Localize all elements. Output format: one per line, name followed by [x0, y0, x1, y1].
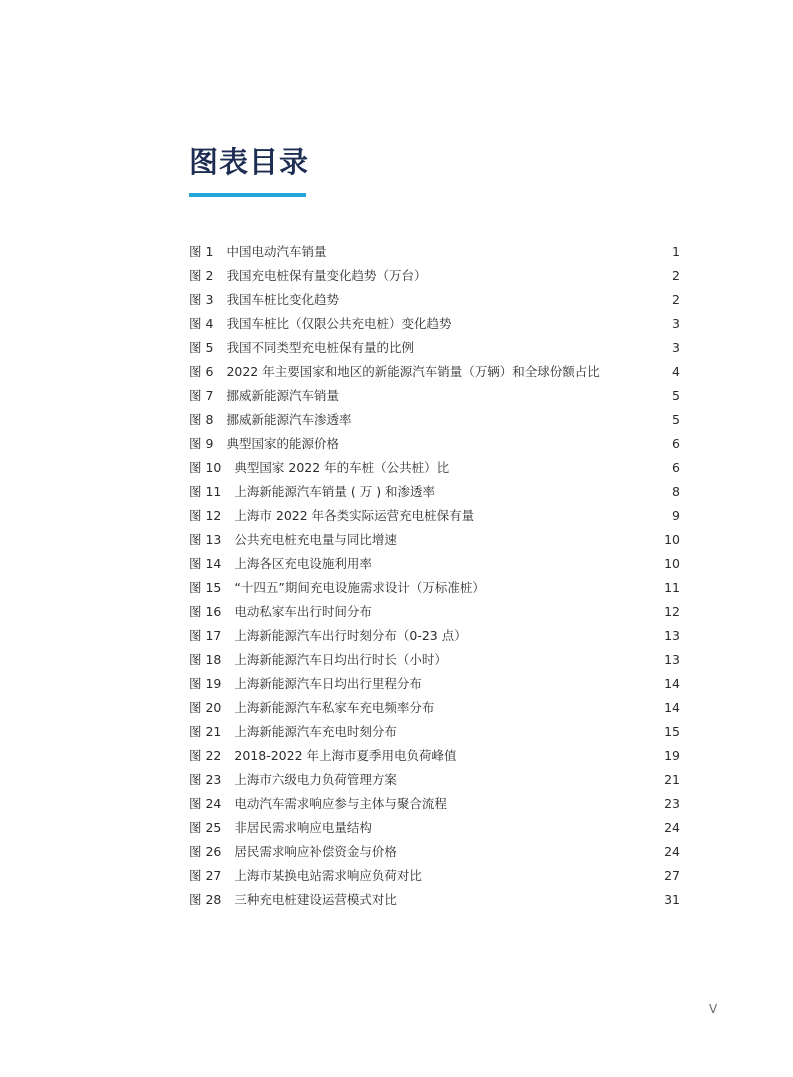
figure-caption: 我国充电桩保有量变化趋势（万台） — [226, 268, 427, 283]
figure-caption: 上海市六级电力负荷管理方案 — [234, 772, 397, 787]
figure-page-number: 3 — [672, 340, 680, 355]
figure-number: 图 3 — [189, 292, 214, 307]
figure-number: 图 26 — [189, 844, 222, 859]
figure-caption: 上海新能源汽车日均出行里程分布 — [234, 676, 422, 691]
figure-number: 图 4 — [189, 316, 214, 331]
toc-entry[interactable] — [189, 288, 680, 312]
figure-caption: 上海市某换电站需求响应负荷对比 — [234, 868, 422, 883]
figure-caption: 我国车桩比（仅限公共充电桩）变化趋势 — [226, 316, 452, 331]
figure-list — [189, 240, 680, 912]
page-title: 图表目录 — [189, 145, 310, 179]
figure-caption: 2022 年主要国家和地区的新能源汽车销量（万辆）和全球份额占比 — [226, 364, 600, 379]
figure-page-number: 11 — [664, 580, 680, 595]
figure-page-number: 12 — [664, 604, 680, 619]
toc-entry[interactable] — [189, 840, 680, 864]
figure-number: 图 8 — [189, 412, 214, 427]
toc-entry[interactable] — [189, 408, 680, 432]
figure-caption: 上海新能源汽车日均出行时长（小时） — [234, 652, 447, 667]
figure-caption: 典型国家的能源价格 — [226, 436, 339, 451]
figure-caption: 典型国家 2022 年的车桩（公共桩）比 — [234, 460, 450, 475]
figure-number: 图 11 — [189, 484, 222, 499]
figure-number: 图 25 — [189, 820, 222, 835]
toc-entry[interactable] — [189, 576, 680, 600]
figure-caption: 中国电动汽车销量 — [226, 244, 327, 259]
figure-number: 图 18 — [189, 652, 222, 667]
figure-page-number: 8 — [672, 484, 680, 499]
toc-entry[interactable] — [189, 768, 680, 792]
figure-page-number: 10 — [664, 556, 680, 571]
figure-number: 图 16 — [189, 604, 222, 619]
figure-caption: 三种充电桩建设运营模式对比 — [234, 892, 397, 907]
figure-number: 图 10 — [189, 460, 222, 475]
figure-number: 图 7 — [189, 388, 214, 403]
toc-entry[interactable] — [189, 672, 680, 696]
figure-number: 图 20 — [189, 700, 222, 715]
figure-number: 图 1 — [189, 244, 214, 259]
figure-page-number: 5 — [672, 388, 680, 403]
figure-caption: 公共充电桩充电量与同比增速 — [234, 532, 397, 547]
figure-number: 图 27 — [189, 868, 222, 883]
toc-entry[interactable] — [189, 696, 680, 720]
figure-page-number: 21 — [664, 772, 680, 787]
figure-page-number: 6 — [672, 460, 680, 475]
figure-number: 图 2 — [189, 268, 214, 283]
figure-page-number: 15 — [664, 724, 680, 739]
figure-caption: 我国不同类型充电桩保有量的比例 — [226, 340, 414, 355]
figure-caption: 居民需求响应补偿资金与价格 — [234, 844, 397, 859]
figure-number: 图 15 — [189, 580, 222, 595]
toc-entry[interactable] — [189, 240, 680, 264]
figure-page-number: 5 — [672, 412, 680, 427]
figure-page-number: 6 — [672, 436, 680, 451]
figure-number: 图 19 — [189, 676, 222, 691]
toc-entry[interactable] — [189, 456, 680, 480]
toc-entry[interactable] — [189, 816, 680, 840]
figure-page-number: 14 — [664, 676, 680, 691]
figure-page-number: 2 — [672, 268, 680, 283]
figure-page-number: 27 — [664, 868, 680, 883]
toc-entry[interactable] — [189, 264, 680, 288]
figure-caption: 2018-2022 年上海市夏季用电负荷峰值 — [234, 748, 457, 763]
toc-entry[interactable] — [189, 864, 680, 888]
figure-page-number: 3 — [672, 316, 680, 331]
figure-page-number: 19 — [664, 748, 680, 763]
toc-entry[interactable] — [189, 384, 680, 408]
figure-page-number: 13 — [664, 628, 680, 643]
figure-caption: 电动私家车出行时间分布 — [234, 604, 372, 619]
toc-entry[interactable] — [189, 624, 680, 648]
figure-page-number: 24 — [664, 820, 680, 835]
figure-number: 图 28 — [189, 892, 222, 907]
figure-caption: 挪威新能源汽车渗透率 — [226, 412, 352, 427]
toc-entry[interactable] — [189, 744, 680, 768]
toc-entry[interactable] — [189, 336, 680, 360]
figure-number: 图 12 — [189, 508, 222, 523]
toc-entry[interactable] — [189, 528, 680, 552]
figure-number: 图 9 — [189, 436, 214, 451]
toc-entry[interactable] — [189, 480, 680, 504]
figure-number: 图 23 — [189, 772, 222, 787]
figure-number: 图 13 — [189, 532, 222, 547]
page-number: V — [709, 1002, 718, 1016]
figure-caption: 非居民需求响应电量结构 — [234, 820, 372, 835]
figure-number: 图 14 — [189, 556, 222, 571]
figure-caption: “十四五”期间充电设施需求设计（万标准桩） — [234, 580, 485, 595]
figure-number: 图 24 — [189, 796, 222, 811]
toc-entry[interactable] — [189, 360, 680, 384]
toc-entry[interactable] — [189, 600, 680, 624]
figure-page-number: 2 — [672, 292, 680, 307]
figure-number: 图 17 — [189, 628, 222, 643]
title-underline — [189, 193, 306, 197]
figure-page-number: 10 — [664, 532, 680, 547]
figure-number: 图 21 — [189, 724, 222, 739]
figure-page-number: 23 — [664, 796, 680, 811]
figure-page-number: 24 — [664, 844, 680, 859]
figure-caption: 上海新能源汽车私家车充电频率分布 — [234, 700, 435, 715]
figure-caption: 上海新能源汽车充电时刻分布 — [234, 724, 397, 739]
figure-page-number: 14 — [664, 700, 680, 715]
figure-number: 图 6 — [189, 364, 214, 379]
figure-page-number: 4 — [672, 364, 680, 379]
figure-caption: 电动汽车需求响应参与主体与聚合流程 — [234, 796, 447, 811]
figure-page-number: 1 — [672, 244, 680, 259]
toc-entry[interactable] — [189, 312, 680, 336]
figure-caption: 我国车桩比变化趋势 — [226, 292, 339, 307]
figure-number: 图 5 — [189, 340, 214, 355]
toc-entry[interactable] — [189, 792, 680, 816]
figure-number: 图 22 — [189, 748, 222, 763]
figure-caption: 上海市 2022 年各类实际运营充电桩保有量 — [234, 508, 475, 523]
toc-entry[interactable] — [189, 432, 680, 456]
figure-caption: 上海各区充电设施利用率 — [234, 556, 372, 571]
toc-entry[interactable] — [189, 504, 680, 528]
figure-caption: 上海新能源汽车出行时刻分布（0-23 点） — [234, 628, 467, 643]
figure-page-number: 9 — [672, 508, 680, 523]
figure-caption: 上海新能源汽车销量 ( 万 ) 和渗透率 — [234, 484, 436, 499]
toc-entry[interactable] — [189, 888, 680, 912]
toc-entry[interactable] — [189, 720, 680, 744]
figure-page-number: 13 — [664, 652, 680, 667]
figure-caption: 挪威新能源汽车销量 — [226, 388, 339, 403]
toc-entry[interactable] — [189, 648, 680, 672]
figure-page-number: 31 — [664, 892, 680, 907]
toc-entry[interactable] — [189, 552, 680, 576]
